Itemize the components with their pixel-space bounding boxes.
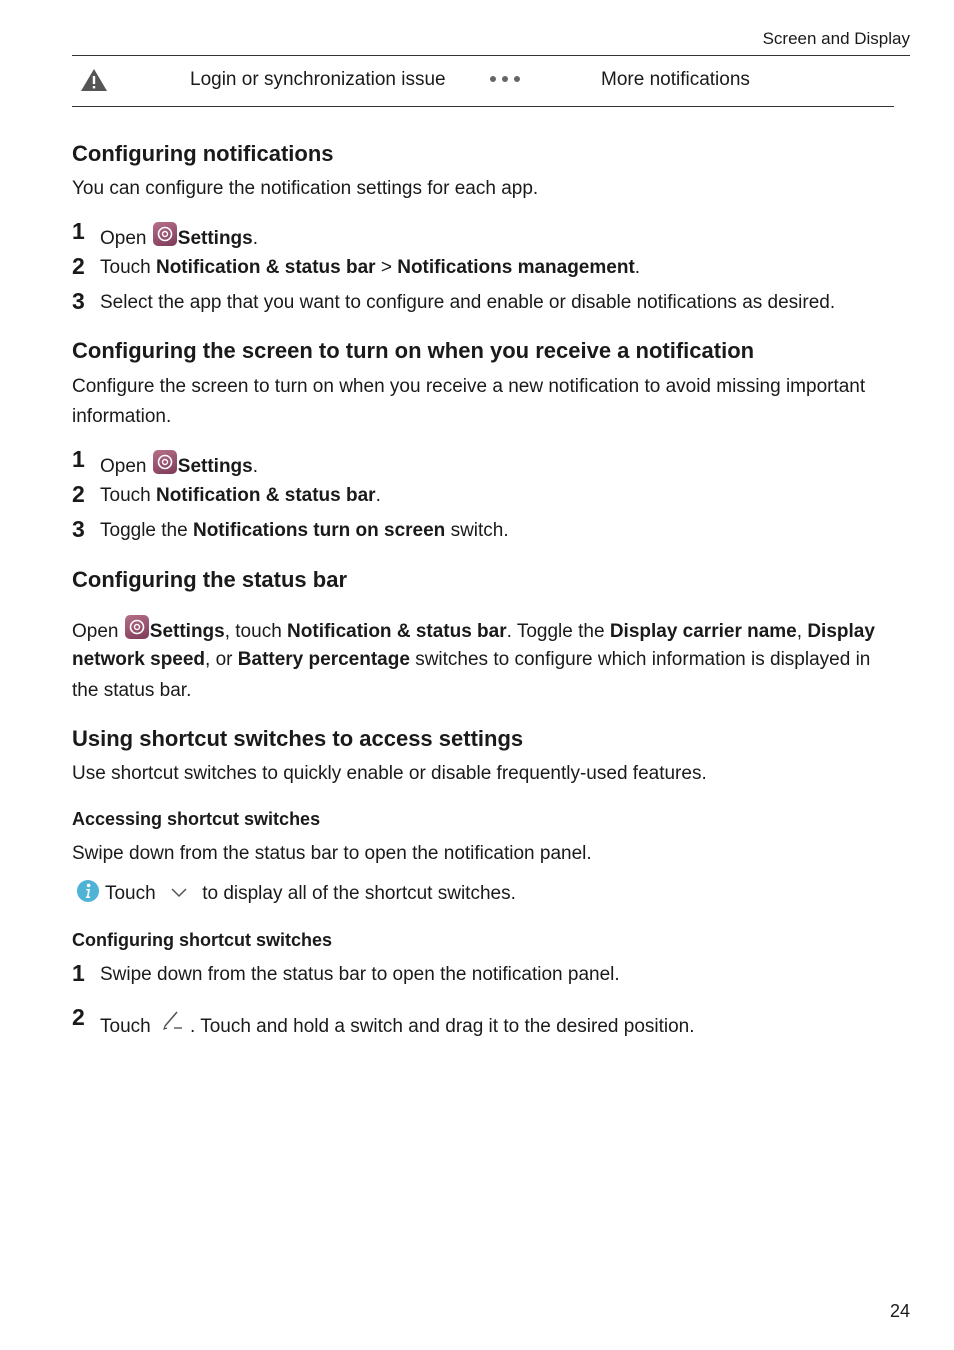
punct: . (375, 485, 381, 506)
settings-label: Settings (177, 456, 253, 477)
step-text: . Touch and hold a switch and drag it to the desired position. (189, 1016, 695, 1037)
step-number: 1 (72, 960, 85, 986)
text: switches to configure which information is displayed in (415, 649, 871, 670)
step-number: 1 (72, 218, 85, 244)
header-rule (72, 55, 910, 56)
step-number: 1 (72, 446, 85, 472)
text: Open (72, 621, 119, 642)
note-text: to display all of the shortcut switches. (202, 883, 516, 904)
step-text: switch. (450, 520, 509, 541)
section-title: Configuring notifications (72, 141, 334, 166)
step-text: Touch (100, 1016, 151, 1037)
path-separator: > (380, 257, 392, 278)
subsection-title: Configuring shortcut switches (72, 930, 333, 950)
step-text: Open (100, 228, 147, 249)
section-title: Using shortcut switches to access settings (72, 726, 524, 751)
paragraph-line (72, 645, 870, 675)
step-number: 3 (72, 288, 85, 314)
menu-path-item: Notification & status bar (287, 621, 507, 642)
switch-name: network speed (72, 649, 206, 670)
step-text: Touch (100, 257, 151, 278)
text: , (796, 621, 803, 642)
text: . Toggle the (506, 621, 605, 642)
step-number: 2 (72, 1004, 85, 1030)
settings-icon (153, 222, 177, 246)
warning-triangle-icon (80, 68, 108, 92)
punct: . (252, 228, 258, 249)
settings-icon (153, 450, 177, 474)
menu-path-item: Notification & status bar (155, 485, 376, 506)
step-number: 3 (72, 516, 85, 542)
info-icon (76, 879, 100, 913)
section-intro-line: information. (72, 406, 172, 427)
step-text: Open (100, 456, 147, 477)
step-text: Toggle the (100, 520, 188, 541)
section-title: Configuring the screen to turn on when you receive a notification (72, 338, 755, 363)
step-number: 2 (72, 481, 85, 507)
paragraph-line: the status bar. (72, 680, 192, 701)
punct: . (252, 456, 258, 477)
switch-name: Display (807, 621, 875, 642)
table-label-more-notifications: More notifications (601, 69, 750, 90)
note-text: Touch (104, 883, 156, 904)
table-label-login-issue: Login or synchronization issue (190, 69, 446, 90)
edit-pencil-icon (156, 1008, 190, 1036)
chevron-down-icon (161, 879, 197, 909)
section-intro-line: Configure the screen to turn on when you receive a new notification to avoid missing important (72, 376, 866, 397)
paragraph: Swipe down from the status bar to open the notification panel. (72, 843, 592, 864)
running-header: Screen and Display (762, 29, 910, 48)
section-intro: Use shortcut switches to quickly enable or disable frequently-used features. (72, 763, 707, 784)
page-number: 24 (889, 1301, 910, 1321)
settings-label: Settings (149, 621, 225, 642)
paragraph-line (72, 615, 875, 647)
menu-path-item: Notifications management (397, 257, 635, 278)
section-title: Configuring the status bar (72, 567, 347, 592)
settings-label: Settings (177, 228, 253, 249)
more-dots-icon (489, 72, 521, 86)
step-text: Swipe down from the status bar to open the notification panel. (100, 964, 620, 985)
note (76, 879, 516, 913)
section-intro: You can configure the notification settings for each app. (72, 178, 539, 199)
punct: . (634, 257, 641, 278)
step-number: 2 (72, 253, 85, 279)
subsection-title: Accessing shortcut switches (72, 809, 321, 829)
menu-path-item: Notification & status bar (155, 257, 376, 278)
text: , or (205, 649, 233, 670)
settings-icon (125, 615, 149, 639)
step-text: Touch (100, 485, 151, 506)
step-text: Select the app that you want to configure and enable or disable notifications as desired. (100, 292, 836, 313)
table-rule (72, 106, 894, 107)
switch-name: Battery percentage (237, 649, 410, 670)
icon-table-row (72, 66, 894, 96)
switch-name: Display carrier name (609, 621, 797, 642)
text: , touch (224, 621, 282, 642)
switch-name: Notifications turn on screen (192, 520, 446, 541)
